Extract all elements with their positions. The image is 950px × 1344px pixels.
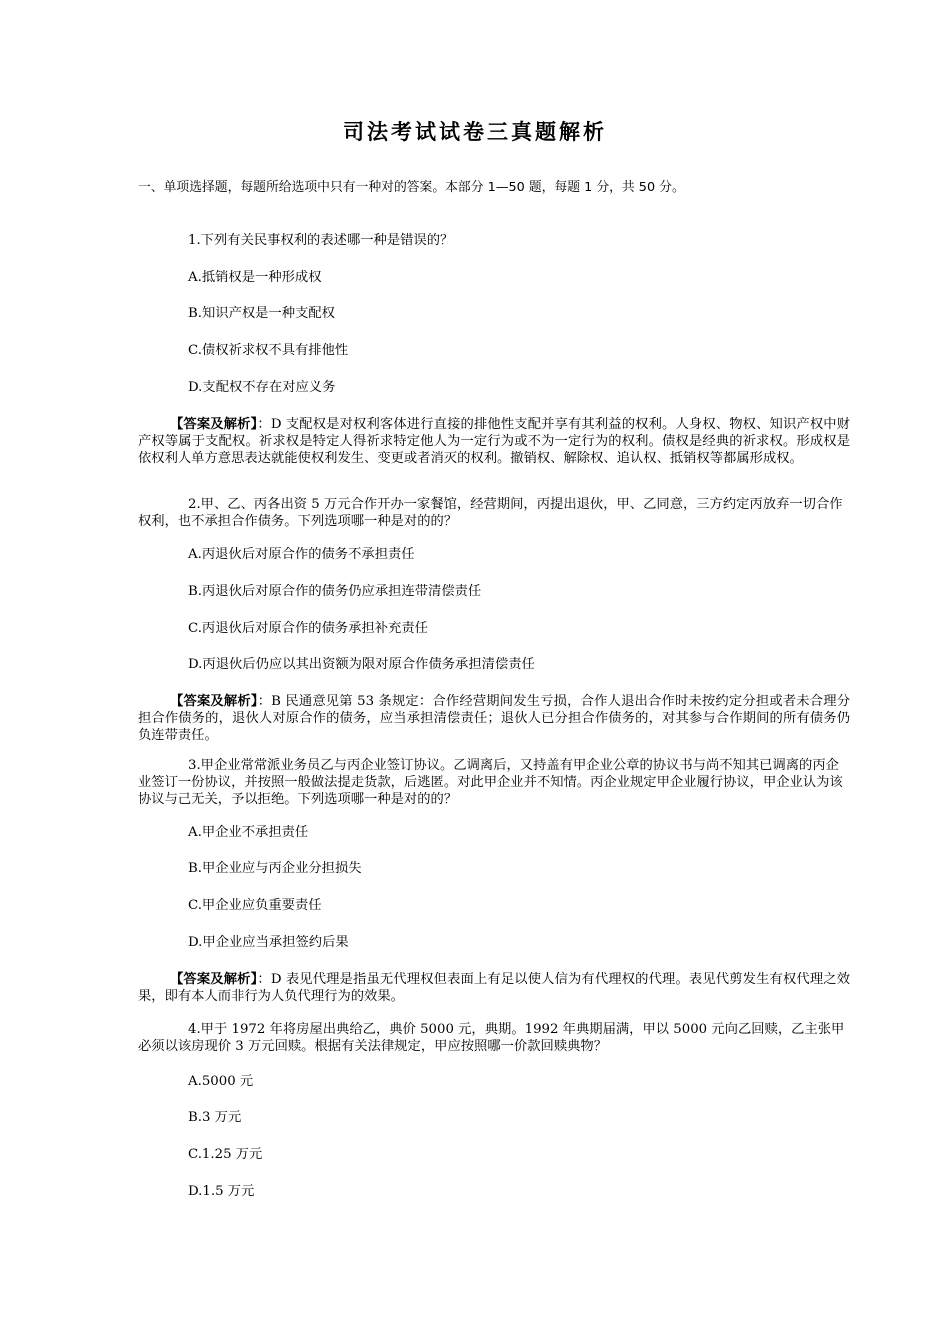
question-2-option-b: B.丙退伙后对原合作的债务仍应承担连带清偿责任 bbox=[188, 584, 482, 599]
answer-text: ：D 表见代理是指虽无代理权但表面上有足以使人信为有代理权的代理。表见代剪发生有权代理之效果，即有本人而非行为人负代理行为的效果。 bbox=[138, 972, 850, 1004]
answer-tag: 【答案及解析】 bbox=[170, 417, 258, 432]
answer-tag: 【答案及解析】 bbox=[170, 694, 258, 709]
question-3-option-c: C.甲企业应负重要责任 bbox=[188, 898, 322, 913]
question-1-option-d: D.支配权不存在对应义务 bbox=[188, 380, 336, 395]
question-1-option-a: A.抵销权是一种形成权 bbox=[188, 270, 322, 285]
question-3-option-b: B.甲企业应与丙企业分担损失 bbox=[188, 861, 362, 876]
question-2-option-a: A.丙退伙后对原合作的债务不承担责任 bbox=[188, 547, 415, 562]
answer-text: ：D 支配权是对权利客体进行直接的排他性支配并享有其利益的权利。人身权、物权、知识产权中财产权等属于支配权。祈求权是特定人得祈求特定他人为一定行为或不为一定行为的权利。债权是经典的祈求权。形成权是依权利人单方意思表达就能使权利发生、变更或者消灭的权利。撤销权、解除权、追认权、抵销权等都属形成权。 bbox=[138, 417, 850, 466]
answer-tag: 【答案及解析】 bbox=[170, 972, 258, 987]
question-1-option-b: B.知识产权是一种支配权 bbox=[188, 306, 335, 321]
question-3-option-d: D.甲企业应当承担签约后果 bbox=[188, 935, 349, 950]
question-1-option-c: C.债权祈求权不具有排他性 bbox=[188, 343, 349, 358]
page-title: 司法考试试卷三真题解析 bbox=[343, 120, 607, 144]
question-3-stem: 3.甲企业常常派业务员乙与丙企业签订协议。乙调离后，又持盖有甲企业公章的协议书与尚不知其已调离的丙企业签订一份协议，并按照一般做法提走货款，后逃匿。对此甲企业并不知情。丙企业规定甲企业履行协议，甲企业认为该协议与己无关，予以拒绝。下列选项哪一种是对的的？ bbox=[138, 758, 843, 807]
answer-text: ：B 民通意见第 53 条规定：合作经营期间发生亏损，合作人退出合作时未按约定分担或者未合理分担合作债务的，退伙人对原合作的债务，应当承担清偿责任；退伙人已分担合作债务的，对其参与合作期间的所有债务仍负连带责任。 bbox=[138, 694, 850, 743]
question-1-stem: 1.下列有关民事权利的表述哪一种是错误的？ bbox=[188, 233, 454, 248]
question-1-answer bbox=[138, 416, 850, 467]
question-4-option-d: D.1.5 万元 bbox=[188, 1184, 255, 1199]
question-4-option-b: B.3 万元 bbox=[188, 1110, 242, 1125]
question-4-stem: 4.甲于 1972 年将房屋出典给乙，典价 5000 元，典期。1992 年典期届满，甲以 5000 元向乙回赎，乙主张甲必须以该房现价 3 万元回赎。根据有关法律规定，甲应按照哪一价款回赎典物？ bbox=[138, 1022, 845, 1054]
question-2-option-d: D.丙退伙后仍应以其出资额为限对原合作债务承担清偿责任 bbox=[188, 657, 535, 672]
question-2-stem: 2.甲、乙、丙各出资 5 万元合作开办一家餐馆，经营期间，丙提出退伙，甲、乙同意，三方约定丙放弃一切合作权利，也不承担合作债务。下列选项哪一种是对的的？ bbox=[138, 497, 843, 529]
question-3-answer bbox=[138, 971, 850, 1005]
question-2-answer bbox=[138, 693, 850, 744]
question-4-option-c: C.1.25 万元 bbox=[188, 1147, 263, 1162]
section-heading: 一、单项选择题，每题所给选项中只有一种对的答案。本部分 1—50 题，每题 1 分，共 50 分。 bbox=[138, 180, 685, 195]
question-2-option-c: C.丙退伙后对原合作的债务承担补充责任 bbox=[188, 621, 428, 636]
question-3-option-a: A.甲企业不承担责任 bbox=[188, 825, 309, 840]
question-4-option-a: A.5000 元 bbox=[188, 1074, 254, 1089]
